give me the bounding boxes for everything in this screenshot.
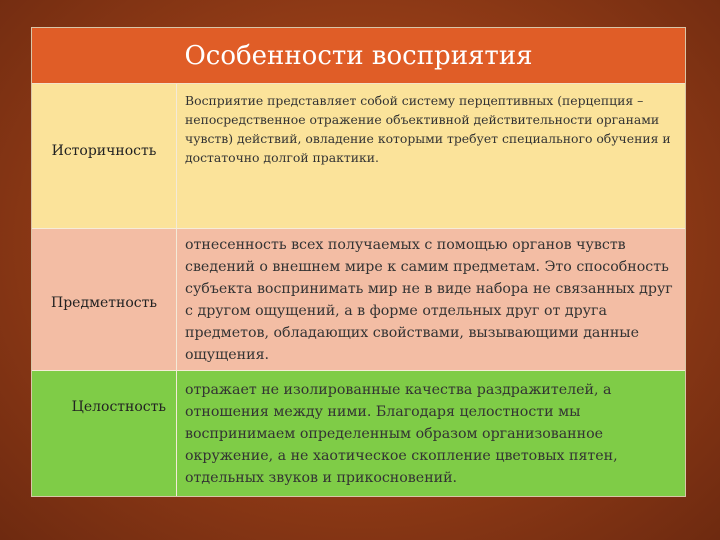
perception-table <box>31 27 686 497</box>
table-row <box>32 371 685 496</box>
row-text-objectivity: отнесенность всех получаемых с помощью органов чувств сведений о внешнем мире к самим предметам. Это способность субъекта воспринимать мир не в виде набора не связанных друг с другом ощущений, а в форме отдельных друг от друга предметов, обладающих свойствами, вызывающими данные ощущения. <box>185 237 673 363</box>
row-text-historicity: Восприятие представляет собой систему перцептивных (перцепция – непосредственное отражение объективной действительности органами чувств) действий, овладение которыми требует специального обучения и достаточно долгой практики. <box>185 93 671 165</box>
row-label-integrity: Целостность <box>32 371 177 496</box>
table-title: Особенности восприятия <box>32 28 685 84</box>
row-label-historicity: Историчность <box>32 84 177 228</box>
table-row <box>32 229 685 371</box>
row-label-objectivity: Предметность <box>32 229 177 370</box>
table-row <box>32 84 685 229</box>
row-text-integrity: отражает не изолированные качества раздражителей, а отношения между ними. Благодаря целостности мы воспринимаем определенным образом организованное окружение, а не хаотическое скопление цветовых пятен, отдельных звуков и прикосновений. <box>185 382 618 486</box>
